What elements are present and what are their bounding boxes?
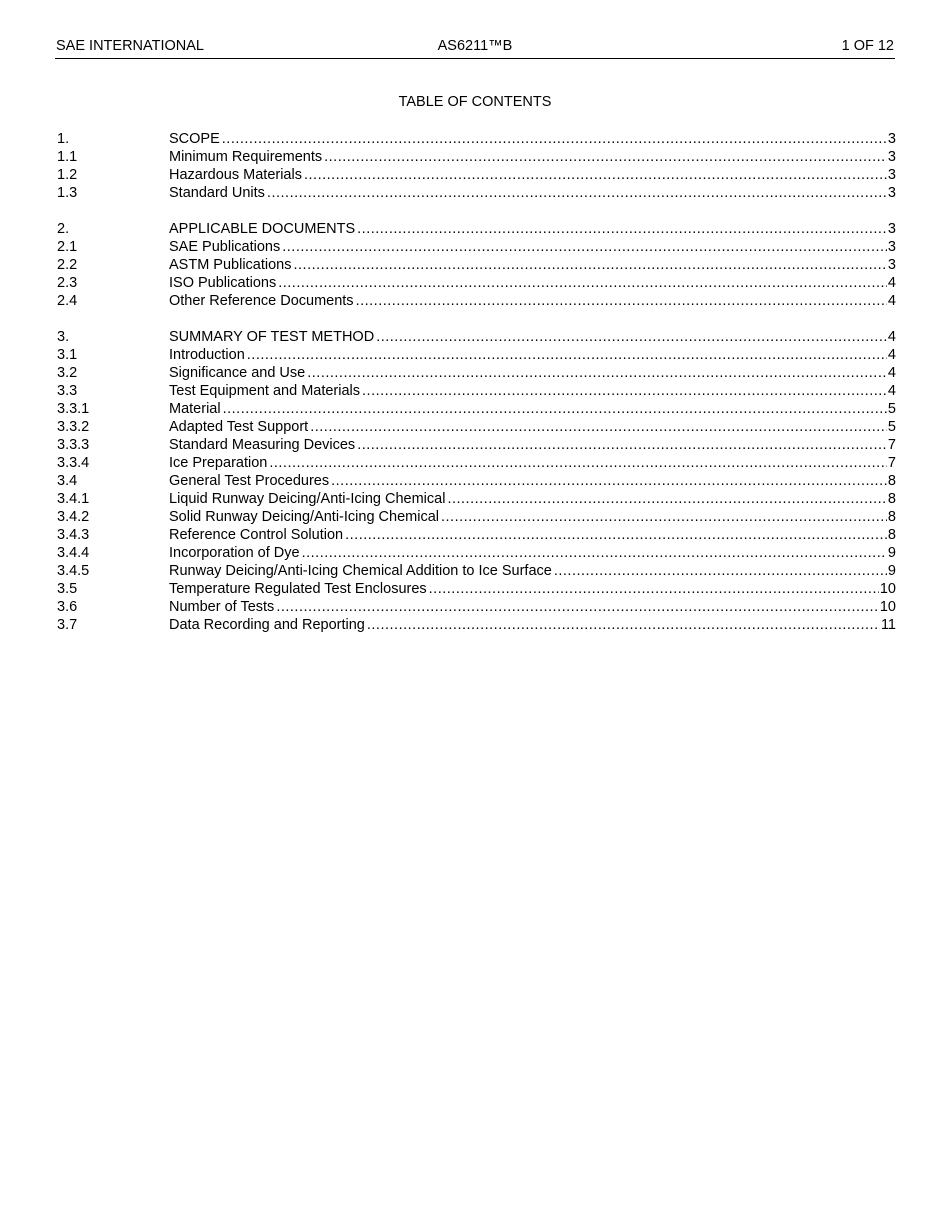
- toc-entry[interactable]: [57, 562, 896, 580]
- toc-entry[interactable]: [57, 436, 896, 454]
- toc-entry-title: SUMMARY OF TEST METHOD: [169, 329, 375, 345]
- toc-entry-number: 3.4.5: [57, 563, 90, 579]
- dot-leader: [345, 526, 887, 544]
- toc-entry[interactable]: [57, 490, 896, 508]
- toc-entry-line: [169, 400, 896, 418]
- dot-leader: [310, 418, 887, 436]
- toc-entry[interactable]: [57, 616, 896, 634]
- toc-entry-title: Other Reference Documents: [169, 293, 354, 309]
- toc-entry[interactable]: [57, 148, 896, 166]
- toc-entry-number: 3.6: [57, 599, 78, 615]
- toc-entry-number: 2.4: [57, 293, 78, 309]
- dot-leader: [276, 598, 879, 616]
- toc-entry-title: General Test Procedures: [169, 473, 330, 489]
- toc-entry-number: 3.3.2: [57, 419, 90, 435]
- toc-entry-page: 4: [887, 293, 896, 309]
- dot-leader: [429, 580, 879, 598]
- toc-entry-page: 3: [887, 221, 896, 237]
- dot-leader: [367, 616, 880, 634]
- toc-entry-line: [169, 508, 896, 526]
- toc-entry-number: 3.3.4: [57, 455, 90, 471]
- toc-entry-line: [169, 472, 896, 490]
- toc-entry-title: Number of Tests: [169, 599, 275, 615]
- toc-entry-page: 3: [887, 167, 896, 183]
- dot-leader: [294, 256, 887, 274]
- toc-entry-page: 7: [887, 455, 896, 471]
- toc-entry-line: [169, 148, 896, 166]
- dot-leader: [441, 508, 887, 526]
- toc-entry-page: 10: [879, 599, 896, 615]
- toc-entry-line: [169, 382, 896, 400]
- toc-entry-line: [169, 526, 896, 544]
- toc-entry-page: 8: [887, 491, 896, 507]
- toc-entry-number: 2.: [57, 221, 70, 237]
- page-header: [55, 38, 895, 59]
- dot-leader: [357, 436, 887, 454]
- toc-entry-line: [169, 166, 896, 184]
- toc-entry-title: Solid Runway Deicing/Anti-Icing Chemical: [169, 509, 439, 525]
- toc-entry-title: Temperature Regulated Test Enclosures: [169, 581, 427, 597]
- toc-entry-line: [169, 256, 896, 274]
- toc-entry-page: 3: [887, 257, 896, 273]
- toc-entry-number: 3.4.3: [57, 527, 90, 543]
- toc-entry-page: 3: [887, 185, 896, 201]
- toc-entry-line: [169, 238, 896, 256]
- toc-entry-title: Standard Measuring Devices: [169, 437, 356, 453]
- toc-entry-number: 3.: [57, 329, 70, 345]
- toc-entry-title: Ice Preparation: [169, 455, 268, 471]
- toc-entry-title: ASTM Publications: [169, 257, 292, 273]
- dot-leader: [269, 454, 887, 472]
- toc-entry-number: 1.3: [57, 185, 78, 201]
- toc-entry[interactable]: [57, 184, 896, 202]
- toc-entry-page: 9: [887, 545, 896, 561]
- toc-entry-title: SCOPE: [169, 131, 220, 147]
- toc-entry-title: Runway Deicing/Anti-Icing Chemical Addition to Ice Surface: [169, 563, 552, 579]
- dot-leader: [223, 400, 887, 418]
- page-indicator: 1 OF 12: [841, 38, 894, 54]
- toc-entry-page: 3: [887, 239, 896, 255]
- toc-entry-title: ISO Publications: [169, 275, 277, 291]
- toc-entry-page: 4: [887, 347, 896, 363]
- toc-entry-title: Standard Units: [169, 185, 265, 201]
- toc-entry[interactable]: [57, 382, 896, 400]
- toc-entry-number: 3.4.1: [57, 491, 90, 507]
- toc-entry-line: [169, 454, 896, 472]
- toc-entry-line: [169, 130, 896, 148]
- toc-entry[interactable]: [57, 418, 896, 436]
- dot-leader: [331, 472, 887, 490]
- toc-entry-number: 3.3.1: [57, 401, 90, 417]
- publisher-name: SAE INTERNATIONAL: [56, 38, 204, 54]
- toc-entry-title: Data Recording and Reporting: [169, 617, 365, 633]
- toc-entry-line: [169, 544, 896, 562]
- toc-entry-number: 3.1: [57, 347, 78, 363]
- toc-entry-line: [169, 436, 896, 454]
- toc-entry-page: 4: [887, 365, 896, 381]
- toc-entry[interactable]: [57, 400, 896, 418]
- toc-entry[interactable]: [57, 580, 896, 598]
- toc-entry-title: Significance and Use: [169, 365, 306, 381]
- toc-section: [57, 130, 896, 202]
- dot-leader: [222, 130, 887, 148]
- toc-entry-page: 5: [887, 419, 896, 435]
- dot-leader: [278, 274, 887, 292]
- toc-entry-title: Adapted Test Support: [169, 419, 309, 435]
- toc-entry-title: Liquid Runway Deicing/Anti-Icing Chemical: [169, 491, 446, 507]
- toc-entry-title: Incorporation of Dye: [169, 545, 300, 561]
- toc-entry-title: Test Equipment and Materials: [169, 383, 361, 399]
- toc-entry-number: 3.4: [57, 473, 78, 489]
- toc-entry-page: 11: [880, 617, 896, 633]
- toc-entry-number: 3.4.4: [57, 545, 90, 561]
- toc-entry-page: 7: [887, 437, 896, 453]
- dot-leader: [302, 544, 887, 562]
- dot-leader: [356, 292, 887, 310]
- dot-leader: [376, 328, 887, 346]
- toc-entry-title: Introduction: [169, 347, 245, 363]
- dot-leader: [447, 490, 886, 508]
- toc-entry-title: APPLICABLE DOCUMENTS: [169, 221, 356, 237]
- toc-entry-title: Minimum Requirements: [169, 149, 323, 165]
- toc-entry[interactable]: [57, 364, 896, 382]
- toc-entry-page: 4: [887, 275, 896, 291]
- dot-leader: [267, 184, 887, 202]
- toc-entry[interactable]: [57, 454, 896, 472]
- toc-section: [57, 328, 896, 634]
- toc-entry-line: [169, 580, 896, 598]
- toc-entry-line: [169, 616, 896, 634]
- toc-entry[interactable]: [57, 544, 896, 562]
- toc-entry[interactable]: [57, 292, 896, 310]
- toc-entry[interactable]: [57, 526, 896, 544]
- toc-entry-page: 4: [887, 329, 896, 345]
- toc-entry-number: 1.: [57, 131, 70, 147]
- toc-entry-page: 5: [887, 401, 896, 417]
- toc-entry[interactable]: [57, 130, 896, 148]
- toc-entry-line: [169, 562, 896, 580]
- dot-leader: [307, 364, 887, 382]
- toc-title: TABLE OF CONTENTS: [398, 94, 552, 110]
- toc-entry[interactable]: [57, 238, 896, 256]
- toc-entry-title: Reference Control Solution: [169, 527, 344, 543]
- dot-leader: [304, 166, 887, 184]
- toc-entry-number: 3.2: [57, 365, 78, 381]
- dot-leader: [247, 346, 887, 364]
- toc-entry-page: 3: [887, 131, 896, 147]
- toc-entry-page: 3: [887, 149, 896, 165]
- toc-entry-title: Material: [169, 401, 221, 417]
- toc-entry-title: SAE Publications: [169, 239, 281, 255]
- toc-entry-line: [169, 220, 896, 238]
- toc-entry-page: 10: [879, 581, 896, 597]
- toc-entry[interactable]: [57, 598, 896, 616]
- toc-entry-line: [169, 274, 896, 292]
- toc-entry-line: [169, 490, 896, 508]
- toc-entry-page: 4: [887, 383, 896, 399]
- toc-entry-line: [169, 346, 896, 364]
- toc-entry-line: [169, 418, 896, 436]
- dot-leader: [324, 148, 887, 166]
- toc-entry-page: 9: [887, 563, 896, 579]
- toc-entry[interactable]: [57, 256, 896, 274]
- toc-entry-page: 8: [887, 527, 896, 543]
- document-number: AS6211™B: [437, 38, 513, 54]
- toc-entry-number: 3.3.3: [57, 437, 90, 453]
- toc-entry-number: 2.2: [57, 257, 78, 273]
- table-of-contents: [57, 130, 896, 652]
- toc-entry-title: Hazardous Materials: [169, 167, 302, 183]
- toc-entry-line: [169, 598, 896, 616]
- dot-leader: [554, 562, 887, 580]
- toc-entry[interactable]: [57, 220, 896, 238]
- toc-entry-page: 8: [887, 473, 896, 489]
- dot-leader: [357, 220, 887, 238]
- toc-section: [57, 220, 896, 310]
- dot-leader: [282, 238, 887, 256]
- toc-entry[interactable]: [57, 166, 896, 184]
- toc-entry[interactable]: [57, 508, 896, 526]
- toc-entry-line: [169, 328, 896, 346]
- toc-entry[interactable]: [57, 346, 896, 364]
- dot-leader: [362, 382, 887, 400]
- toc-entry-line: [169, 364, 896, 382]
- toc-entry-number: 3.3: [57, 383, 78, 399]
- toc-entry-number: 1.1: [57, 149, 78, 165]
- toc-entry-number: 3.7: [57, 617, 78, 633]
- toc-entry[interactable]: [57, 472, 896, 490]
- toc-entry-page: 8: [887, 509, 896, 525]
- toc-entry-number: 2.3: [57, 275, 78, 291]
- toc-entry-line: [169, 292, 896, 310]
- toc-entry-number: 2.1: [57, 239, 78, 255]
- toc-entry-number: 3.4.2: [57, 509, 90, 525]
- toc-entry-number: 1.2: [57, 167, 78, 183]
- toc-entry-number: 3.5: [57, 581, 78, 597]
- toc-entry-line: [169, 184, 896, 202]
- toc-entry[interactable]: [57, 274, 896, 292]
- toc-entry[interactable]: [57, 328, 896, 346]
